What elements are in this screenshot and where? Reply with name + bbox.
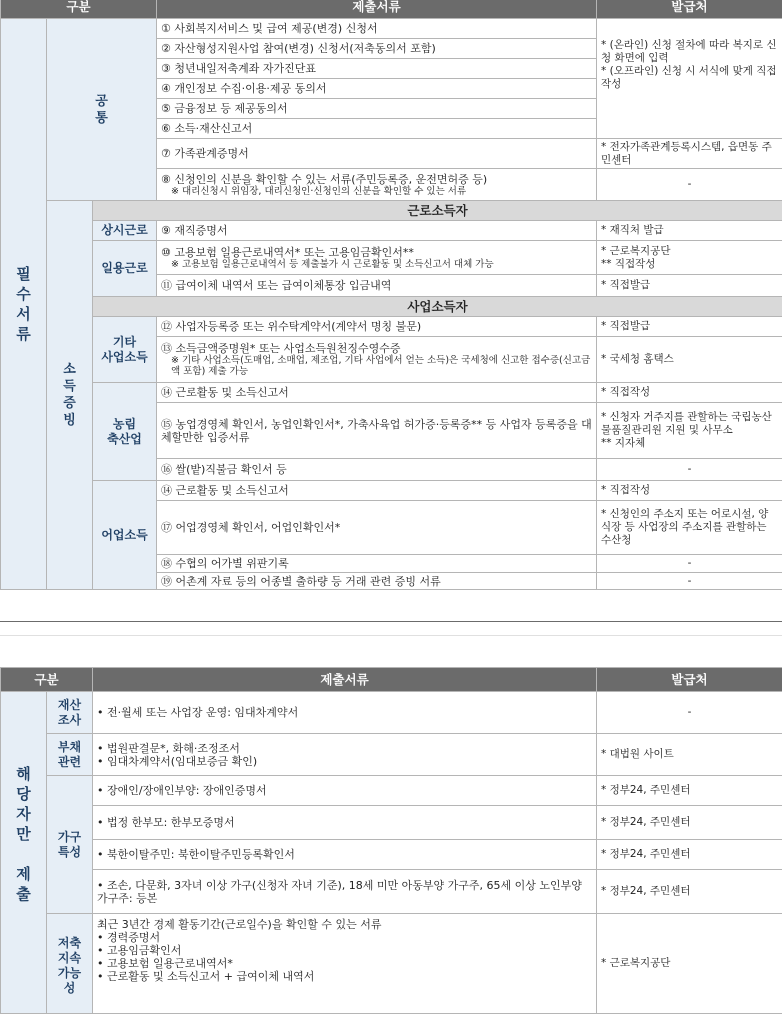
issuer-family: * 전자가족관계등록시스템, 읍면동 주민센터 [597, 139, 782, 169]
label-debt: 부채 관련 [47, 734, 93, 776]
header-category: 구분 [1, 0, 157, 19]
doc-family-cert: ⑦ 가족관계증명서 [157, 139, 597, 169]
header-issuer: 발급처 [597, 0, 782, 19]
doc-business-registration: ⑫ 사업자등록증 또는 위수탁계약서(계약서 명칭 불문) [157, 317, 597, 337]
doc-resident-register: • 조손, 다문화, 3자녀 이상 가구(신청자 자녀 기준), 18세 미만 아동부양 가구주, 65세 이상 노인부양 가구주: 등본 [93, 870, 597, 914]
label-asset-survey: 재산 조사 [47, 692, 93, 734]
header-documents: 제출서류 [93, 668, 597, 692]
doc-item: ② 자산형성지원사업 참여(변경) 신청서(저축동의서 포함) [157, 39, 597, 59]
issuer-gov24: * 정부24, 주민센터 [597, 870, 782, 914]
label-regular-work: 상시근로 [93, 221, 157, 241]
doc-item: ④ 개인정보 수집·이용·제공 동의서 [157, 79, 597, 99]
label-other-business: 기타 사업소득 [93, 317, 157, 383]
issuer-direct: * 직접작성 [597, 383, 782, 403]
label-daily-work: 일용근로 [93, 241, 157, 297]
doc-work-income-report: ⑭ 근로활동 및 소득신고서 [157, 383, 597, 403]
issuer-id: - [597, 169, 782, 201]
doc-economic-activity: 최근 3년간 경제 활동기간(근로일수)을 확인할 수 있는 서류 • 경력증명서 • 고용임금확인서 • 고용보험 일용근로내역서* • 근로활동 및 소득신고서 + 급여이체 내역서 [93, 914, 597, 1014]
label-fishery: 어업소득 [93, 481, 157, 590]
issuer-direct: * 직접작성 [597, 481, 782, 501]
doc-lease-contract: • 전·월세 또는 사업장 운영: 임대차계약서 [93, 692, 597, 734]
issuer-regular: * 재직처 발급 [597, 221, 782, 241]
issuer-rice-subsidy: - [597, 459, 782, 481]
issuer-supreme-court: * 대법원 사이트 [597, 734, 782, 776]
section-business-income: 사업소득자 [93, 297, 782, 317]
doc-single-parent-cert: • 법정 한부모: 한부모증명서 [93, 806, 597, 840]
doc-employment-cert: ⑨ 재직증명서 [157, 221, 597, 241]
label-household: 가구 특성 [47, 776, 93, 914]
issuer-welfare-service: * 근로복지공단 [597, 914, 782, 1014]
issuer-fishery-office: * 신청인의 주소지 또는 어로시설, 양식장 등 사업장의 주소지를 관할하는 수산청 [597, 501, 782, 555]
header-documents: 제출서류 [157, 0, 597, 19]
issuer-common: * (온라인) 신청 절차에 따라 복지로 신청 화면에 입력 * (오프라인) 신청 시 서식에 맞게 직접 작성 [597, 19, 782, 139]
issuer-salary-transfer: * 직접발급 [597, 275, 782, 297]
category-required: 필 수 서 류 [1, 19, 47, 590]
doc-id: ⑧ 신청인의 신분을 확인할 수 있는 서류(주민등록증, 운전면허증 등) ※ 대리신청시 위임장, 대리신청인·신청인의 신분을 확인할 수 있는 서류 [157, 169, 597, 201]
issuer-gov24: * 정부24, 주민센터 [597, 806, 782, 840]
optional-documents-table [0, 667, 782, 1014]
issuer-gov24: * 정부24, 주민센터 [597, 776, 782, 806]
label-savings-sustainability: 저축 지속 가능 성 [47, 914, 93, 1014]
header-category: 구분 [1, 668, 93, 692]
category-applicable-only: 해 당 자 만 제 출 [1, 692, 47, 1014]
doc-rice-subsidy: ⑯ 쌀(밭)직불금 확인서 등 [157, 459, 597, 481]
doc-work-income-report: ⑭ 근로활동 및 소득신고서 [157, 481, 597, 501]
issuer-daily: * 근로복지공단 ** 직접작성 [597, 241, 782, 275]
doc-fishery-sales: ⑱ 수협의 어가별 위판기록 [157, 555, 597, 573]
doc-item: ① 사회복지서비스 및 급여 제공(변경) 신청서 [157, 19, 597, 39]
doc-daily-work: ⑩ 고용보험 일용근로내역서* 또는 고용임금확인서** ※ 고용보험 일용근로내역서 등 제출불가 시 근로활동 및 소득신고서 대체 가능 [157, 241, 597, 275]
table-separator [0, 621, 782, 636]
doc-fishery-management: ⑰ 어업경영체 확인서, 어업인확인서* [157, 501, 597, 555]
group-common: 공 통 [47, 19, 157, 201]
issuer-gov24: * 정부24, 주민센터 [597, 840, 782, 870]
doc-disability-cert: • 장애인/장애인부양: 장애인증명서 [93, 776, 597, 806]
doc-item: ⑥ 소득·재산신고서 [157, 119, 597, 139]
doc-defector-cert: • 북한이탈주민: 북한이탈주민등록확인서 [93, 840, 597, 870]
issuer-hometax: * 국세청 홈택스 [597, 337, 782, 383]
section-earned-income: 근로소득자 [93, 201, 782, 221]
issuer-fishery-trade: - [597, 573, 782, 590]
issuer-asset: - [597, 692, 782, 734]
issuer-business-registration: * 직접발급 [597, 317, 782, 337]
doc-farm-management: ⑮ 농업경영체 확인서, 농업인확인서*, 가축사육업 허가증·등록증** 등 사업자 등록증을 대체할만한 입증서류 [157, 403, 597, 459]
group-income: 소 득 증 빙 [47, 201, 93, 590]
issuer-fishery-sales: - [597, 555, 782, 573]
doc-salary-transfer: ⑪ 급여이체 내역서 또는 급여이체통장 입금내역 [157, 275, 597, 297]
header-issuer: 발급처 [597, 668, 782, 692]
doc-income-cert: ⑬ 소득금액증명원* 또는 사업소득원천징수영수증 ※ 기타 사업소득(도매업, 소매업, 제조업, 기타 사업에서 얻는 소득)은 국세청에 신고한 접수증(신고금액 포함) 제출 가능 [157, 337, 597, 383]
doc-fishery-trade: ⑲ 어촌계 자료 등의 어종별 출하량 등 거래 관련 증빙 서류 [157, 573, 597, 590]
doc-item: ⑤ 금융정보 등 제공동의서 [157, 99, 597, 119]
issuer-farm-office: * 신청자 거주지를 관할하는 국립농산물품질관리원 지원 및 사무소 ** 지자체 [597, 403, 782, 459]
label-farming: 농림 축산업 [93, 383, 157, 481]
doc-item: ③ 청년내일저축계좌 자가진단표 [157, 59, 597, 79]
doc-court-ruling: • 법원판결문*, 화해·조정조서 • 임대차계약서(임대보증금 확인) [93, 734, 597, 776]
